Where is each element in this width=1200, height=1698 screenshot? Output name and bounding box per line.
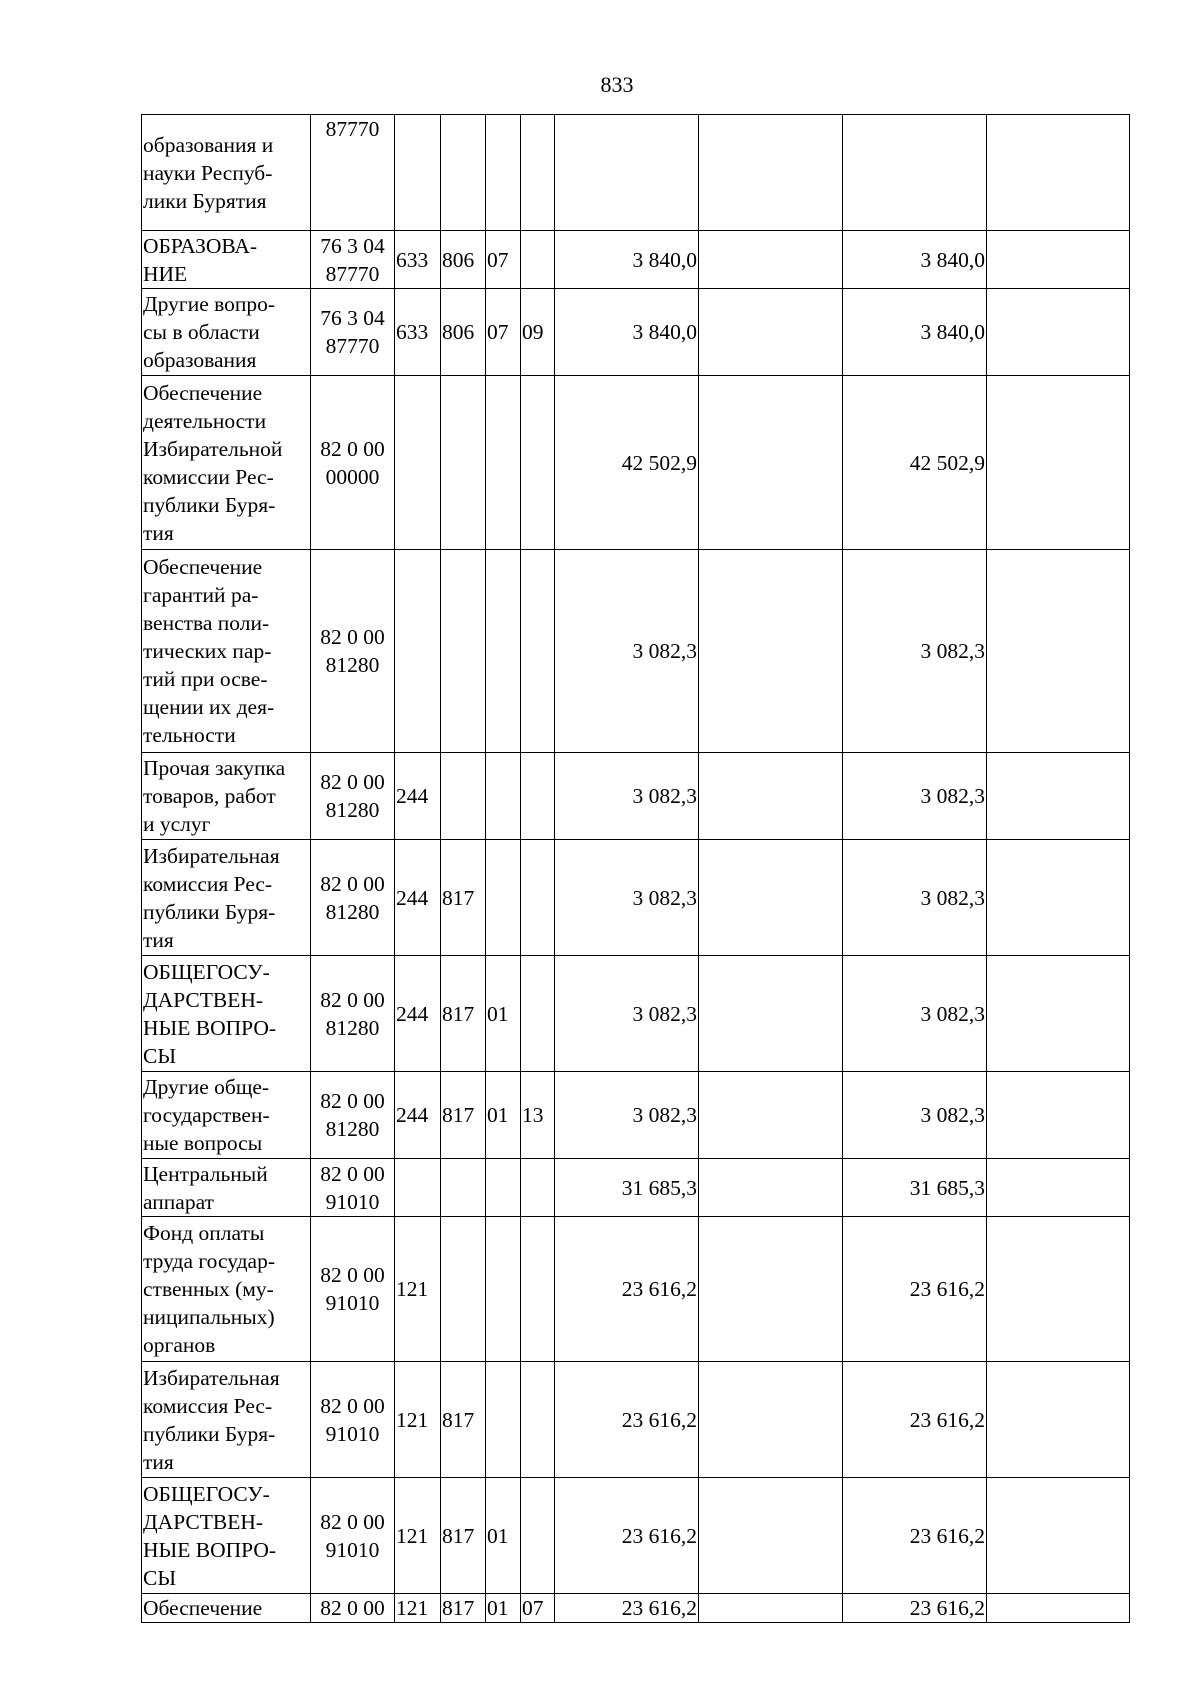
row-name-cell <box>142 1362 311 1478</box>
expense-type-code-cell <box>395 376 441 550</box>
section-code-cell <box>486 1159 521 1217</box>
row-name-line: тий при осве- <box>143 667 268 691</box>
amount-cell-third: 3 840,0 <box>843 289 987 376</box>
expense-type-code-cell <box>395 550 441 753</box>
row-name-line: ниципальных) <box>143 1305 275 1329</box>
row-name-line: Обеспечение <box>143 380 263 405</box>
row-name-line: СЫ <box>143 1565 177 1590</box>
row-name-line: венства поли- <box>143 611 270 635</box>
row-name-line: органов <box>143 1333 216 1357</box>
code-line: 82 0 00 <box>320 1161 385 1186</box>
administrator-code-cell: 817 <box>441 1072 486 1159</box>
code-line: 91010 <box>325 1537 380 1562</box>
row-name-line: НИЕ <box>143 261 188 286</box>
row-name-line: публики Буря- <box>143 492 276 517</box>
empty-amount-cell <box>699 840 843 956</box>
row-name-line: Обеспечение <box>143 555 263 579</box>
amount-cell-first: 23 616,2 <box>555 1478 699 1594</box>
row-name-line: комиссии Рес- <box>143 464 274 489</box>
expense-type-code-cell: 244 <box>395 840 441 956</box>
amount-cell-third: 3 082,3 <box>843 956 987 1072</box>
row-name-line: Фонд оплаты <box>143 1221 265 1245</box>
code-line: 87770 <box>325 261 380 286</box>
row-name-line: товаров, работ <box>143 784 276 808</box>
subsection-code-cell <box>521 1478 555 1594</box>
table-row <box>142 376 1130 550</box>
amount-cell-first: 3 082,3 <box>555 1072 699 1159</box>
target-article-code-cell <box>311 376 395 550</box>
subsection-code-cell <box>521 231 555 289</box>
expense-type-code-cell <box>395 1159 441 1217</box>
table-row <box>142 550 1130 753</box>
target-article-code-cell <box>311 1217 395 1362</box>
administrator-code-cell <box>441 1217 486 1362</box>
code-line: 91010 <box>325 1291 380 1315</box>
target-article-code-cell <box>311 753 395 840</box>
section-code-cell <box>486 840 521 956</box>
administrator-code-cell <box>441 753 486 840</box>
row-name-line: щении их дея- <box>143 695 275 719</box>
row-name-line: ДАРСТВЕН- <box>143 1509 264 1534</box>
row-name-line: ДАРСТВЕН- <box>143 987 264 1012</box>
row-name-line: тия <box>143 1449 174 1474</box>
row-name-cell <box>142 550 311 753</box>
empty-amount-cell <box>987 956 1130 1072</box>
code-line: 81280 <box>325 653 380 677</box>
row-name-line: Избирательной <box>143 436 283 461</box>
row-name-line: и услуг <box>143 812 211 836</box>
row-name-line: тических пар- <box>143 639 272 663</box>
subsection-code-cell <box>521 1362 555 1478</box>
amount-cell-third: 42 502,9 <box>843 376 987 550</box>
row-name-line: гарантий ра- <box>143 583 259 607</box>
subsection-code-cell: 09 <box>521 289 555 376</box>
amount-cell-third: 31 685,3 <box>843 1159 987 1217</box>
amount-cell-third: 3 082,3 <box>843 753 987 840</box>
empty-amount-cell <box>987 1217 1130 1362</box>
administrator-code-cell <box>441 115 486 231</box>
table-row <box>142 1159 1130 1217</box>
row-name-line: сы в области <box>143 320 260 344</box>
amount-cell-first: 3 840,0 <box>555 231 699 289</box>
amount-cell-third: 3 082,3 <box>843 550 987 753</box>
row-name-line: Избирательная <box>143 1365 280 1390</box>
row-name-cell <box>142 1217 311 1362</box>
expense-type-code-cell: 121 <box>395 1362 441 1478</box>
code-line: 82 0 00 <box>320 1509 385 1534</box>
row-name-cell <box>142 1072 311 1159</box>
subsection-code-cell <box>521 753 555 840</box>
section-code-cell: 01 <box>486 1478 521 1594</box>
section-code-cell <box>486 1362 521 1478</box>
row-name-cell <box>142 289 311 376</box>
section-code-cell: 01 <box>486 1594 521 1623</box>
row-name-line: публики Буря- <box>143 1421 276 1446</box>
code-line: 82 0 00 <box>320 1596 385 1620</box>
row-name-line: комиссия Рес- <box>143 1393 273 1418</box>
amount-cell-third: 23 616,2 <box>843 1217 987 1362</box>
table-row <box>142 956 1130 1072</box>
table-row <box>142 289 1130 376</box>
table-row <box>142 1072 1130 1159</box>
empty-amount-cell <box>987 289 1130 376</box>
row-name-line: Избирательная <box>143 843 280 868</box>
administrator-code-cell: 817 <box>441 1594 486 1623</box>
section-code-cell <box>486 550 521 753</box>
target-article-code-cell <box>311 956 395 1072</box>
administrator-code-cell: 817 <box>441 1478 486 1594</box>
row-name-line: СЫ <box>143 1043 177 1068</box>
empty-amount-cell <box>987 1478 1130 1594</box>
page-number: 833 <box>600 72 634 97</box>
empty-amount-cell <box>699 1072 843 1159</box>
administrator-code-cell <box>441 550 486 753</box>
row-name-cell <box>142 231 311 289</box>
row-name-line: Обеспечение <box>143 1596 263 1620</box>
target-article-code-cell <box>311 231 395 289</box>
row-name-line: ОБЩЕГОСУ- <box>143 1481 270 1506</box>
target-article-code-cell <box>311 1159 395 1217</box>
row-name-line: ОБРАЗОВА- <box>143 233 258 258</box>
empty-amount-cell <box>699 753 843 840</box>
administrator-code-cell <box>441 376 486 550</box>
row-name-line: лики Бурятия <box>143 188 267 213</box>
table-body <box>142 115 1130 1623</box>
code-line: 87770 <box>325 334 380 358</box>
code-line: 87770 <box>325 117 380 141</box>
row-name-cell <box>142 956 311 1072</box>
row-name-line: Другие вопро- <box>143 292 276 316</box>
section-code-cell: 01 <box>486 956 521 1072</box>
amount-cell-first <box>555 115 699 231</box>
code-line: 82 0 00 <box>320 1393 385 1418</box>
row-name-cell <box>142 1159 311 1217</box>
table-row <box>142 1362 1130 1478</box>
expense-type-code-cell: 633 <box>395 231 441 289</box>
empty-amount-cell <box>699 1594 843 1623</box>
code-line: 91010 <box>325 1421 380 1446</box>
row-name-cell <box>142 376 311 550</box>
code-line: 82 0 00 <box>320 625 385 649</box>
amount-cell-third: 3 082,3 <box>843 1072 987 1159</box>
section-code-cell <box>486 115 521 231</box>
administrator-code-cell: 817 <box>441 840 486 956</box>
row-name-line: образования и <box>143 132 274 157</box>
amount-cell-third: 23 616,2 <box>843 1478 987 1594</box>
amount-cell-first: 3 082,3 <box>555 840 699 956</box>
expense-type-code-cell: 633 <box>395 289 441 376</box>
subsection-code-cell <box>521 1159 555 1217</box>
code-line: 82 0 00 <box>320 1263 385 1287</box>
empty-amount-cell <box>987 1594 1130 1623</box>
empty-amount-cell <box>987 1072 1130 1159</box>
subsection-code-cell <box>521 376 555 550</box>
empty-amount-cell <box>987 1362 1130 1478</box>
subsection-code-cell: 07 <box>521 1594 555 1623</box>
row-name-line: НЫЕ ВОПРО- <box>143 1537 277 1562</box>
code-line: 81280 <box>325 798 380 822</box>
amount-cell-third: 23 616,2 <box>843 1362 987 1478</box>
target-article-code-cell <box>311 115 395 231</box>
row-name-line: аппарат <box>143 1189 214 1214</box>
amount-cell-third: 23 616,2 <box>843 1594 987 1623</box>
row-name-cell <box>142 840 311 956</box>
subsection-code-cell <box>521 840 555 956</box>
subsection-code-cell <box>521 550 555 753</box>
amount-cell-first: 23 616,2 <box>555 1362 699 1478</box>
expense-type-code-cell: 121 <box>395 1217 441 1362</box>
row-name-cell <box>142 1478 311 1594</box>
code-line: 81280 <box>325 899 380 924</box>
code-line: 81280 <box>325 1117 380 1141</box>
row-name-cell <box>142 115 311 231</box>
administrator-code-cell: 806 <box>441 231 486 289</box>
row-name-line: Прочая закупка <box>143 756 286 780</box>
row-name-line: деятельности <box>143 408 267 433</box>
row-name-cell <box>142 753 311 840</box>
row-name-line: тия <box>143 927 174 952</box>
empty-amount-cell <box>987 550 1130 753</box>
empty-amount-cell <box>699 1478 843 1594</box>
row-name-line: ные вопросы <box>143 1131 263 1155</box>
target-article-code-cell <box>311 840 395 956</box>
amount-cell-first: 23 616,2 <box>555 1594 699 1623</box>
row-name-line: тия <box>143 520 174 545</box>
section-code-cell: 07 <box>486 289 521 376</box>
table-row <box>142 840 1130 956</box>
empty-amount-cell <box>699 115 843 231</box>
amount-cell-first: 31 685,3 <box>555 1159 699 1217</box>
subsection-code-cell <box>521 115 555 231</box>
target-article-code-cell <box>311 1362 395 1478</box>
empty-amount-cell <box>699 1159 843 1217</box>
amount-cell-third: 3 840,0 <box>843 231 987 289</box>
target-article-code-cell <box>311 1072 395 1159</box>
expense-type-code-cell: 244 <box>395 956 441 1072</box>
amount-cell-first: 3 082,3 <box>555 753 699 840</box>
administrator-code-cell <box>441 1159 486 1217</box>
target-article-code-cell <box>311 1478 395 1594</box>
code-line: 91010 <box>325 1189 380 1214</box>
row-name-line: публики Буря- <box>143 899 276 924</box>
row-name-line: комиссия Рес- <box>143 871 273 896</box>
administrator-code-cell: 817 <box>441 1362 486 1478</box>
code-line: 00000 <box>325 464 380 489</box>
amount-cell-first: 23 616,2 <box>555 1217 699 1362</box>
table-row <box>142 1594 1130 1623</box>
amount-cell-first: 3 840,0 <box>555 289 699 376</box>
section-code-cell <box>486 376 521 550</box>
empty-amount-cell <box>699 956 843 1072</box>
empty-amount-cell <box>987 753 1130 840</box>
row-name-line: труда государ- <box>143 1249 275 1273</box>
empty-amount-cell <box>987 376 1130 550</box>
row-name-line: образования <box>143 348 257 372</box>
row-name-line: НЫЕ ВОПРО- <box>143 1015 277 1040</box>
expense-type-code-cell: 244 <box>395 1072 441 1159</box>
row-name-line: тельности <box>143 723 236 747</box>
row-name-line: Центральный <box>143 1161 268 1186</box>
row-name-line: Другие обще- <box>143 1075 270 1099</box>
amount-cell-third: 3 082,3 <box>843 840 987 956</box>
code-line: 82 0 00 <box>320 987 385 1012</box>
table-row <box>142 231 1130 289</box>
table-row <box>142 753 1130 840</box>
code-line: 76 3 04 <box>320 233 385 258</box>
table-row <box>142 115 1130 231</box>
row-name-line: науки Респуб- <box>143 160 273 185</box>
section-code-cell: 01 <box>486 1072 521 1159</box>
section-code-cell <box>486 1217 521 1362</box>
section-code-cell <box>486 753 521 840</box>
empty-amount-cell <box>699 289 843 376</box>
subsection-code-cell <box>521 1217 555 1362</box>
code-line: 82 0 00 <box>320 1089 385 1113</box>
code-line: 81280 <box>325 1015 380 1040</box>
empty-amount-cell <box>699 231 843 289</box>
amount-cell-first: 3 082,3 <box>555 550 699 753</box>
expense-type-code-cell: 121 <box>395 1478 441 1594</box>
row-name-cell <box>142 1594 311 1623</box>
table-row <box>142 1217 1130 1362</box>
row-name-line: ОБЩЕГОСУ- <box>143 959 270 984</box>
empty-amount-cell <box>699 1217 843 1362</box>
expense-type-code-cell <box>395 115 441 231</box>
table-row <box>142 1478 1130 1594</box>
budget-table <box>141 114 1130 1623</box>
code-line: 82 0 00 <box>320 770 385 794</box>
empty-amount-cell <box>699 1362 843 1478</box>
expense-type-code-cell: 121 <box>395 1594 441 1623</box>
row-name-line: ственных (му- <box>143 1277 274 1301</box>
subsection-code-cell: 13 <box>521 1072 555 1159</box>
amount-cell-third <box>843 115 987 231</box>
administrator-code-cell: 806 <box>441 289 486 376</box>
target-article-code-cell <box>311 289 395 376</box>
empty-amount-cell <box>987 1159 1130 1217</box>
expense-type-code-cell: 244 <box>395 753 441 840</box>
empty-amount-cell <box>987 840 1130 956</box>
target-article-code-cell <box>311 550 395 753</box>
section-code-cell: 07 <box>486 231 521 289</box>
amount-cell-first: 42 502,9 <box>555 376 699 550</box>
target-article-code-cell <box>311 1594 395 1623</box>
empty-amount-cell <box>987 115 1130 231</box>
empty-amount-cell <box>699 376 843 550</box>
amount-cell-first: 3 082,3 <box>555 956 699 1072</box>
subsection-code-cell <box>521 956 555 1072</box>
empty-amount-cell <box>699 550 843 753</box>
row-name-line: государствен- <box>143 1103 270 1127</box>
empty-amount-cell <box>987 231 1130 289</box>
code-line: 82 0 00 <box>320 436 385 461</box>
code-line: 76 3 04 <box>320 306 385 330</box>
administrator-code-cell: 817 <box>441 956 486 1072</box>
code-line: 82 0 00 <box>320 871 385 896</box>
